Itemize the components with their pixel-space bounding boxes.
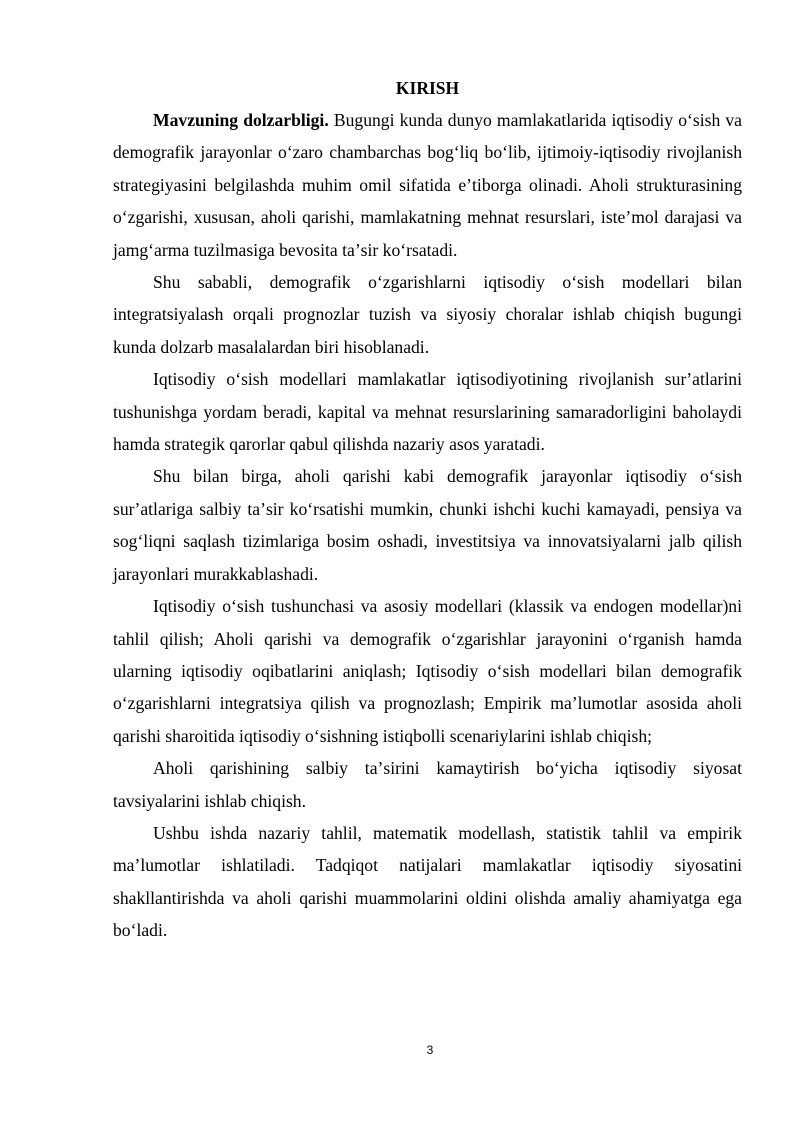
paragraph: Iqtisodiy oʻsish modellari mamlakatlar iqtisodiyotining rivojlanish surʼatlarini tushunishga yordam beradi, kapital va mehnat resurslarining samaradorligini baholaydi hamda strategik qarorlar qabul qilishda nazariy asos yaratadi. bbox=[113, 369, 742, 455]
paragraph-relevance bbox=[113, 104, 742, 266]
document-page bbox=[113, 72, 742, 947]
paragraph-objectives: Iqtisodiy oʻsish tushunchasi va asosiy modellari (klassik va endogen modellar)ni tahlil qilish; Aholi qarishi va demografik oʻzgarishlar jarayonini oʻrganish hamda ularning iqtisodiy oqibatlarini aniqlash; Iqtisodiy oʻsish modellari bilan demografik oʻzgarishlarni integratsiya qilish va prognozlash; Empirik maʼlumotlar asosida aholi qarishi sharoitida iqtisodiy oʻsishning istiqbolli scenariylarini ishlab chiqish; bbox=[113, 596, 742, 746]
paragraph-text: Bugungi kunda dunyo mamlakatlarida iqtisodiy oʻsish va demografik jarayonlar oʻzaro chambarchas bogʻliq boʻlib, ijtimoiy-iqtisodiy rivojlanish strategiyasini belgilashda muhim omil sifatida eʼtiborga olinadi. Aholi strukturasining oʻzgarishi, xususan, aholi qarishi, mamlakatning mehnat resurslari, isteʼmol darajasi va jamgʻarma tuzilmasiga bevosita taʼsir koʻrsatadi. bbox=[113, 110, 742, 260]
section-title: KIRISH bbox=[395, 78, 460, 98]
paragraph: Shu bilan birga, aholi qarishi kabi demografik jarayonlar iqtisodiy oʻsish surʼatlariga salbiy taʼsir koʻrsatishi mumkin, chunki ishchi kuchi kamayadi, pensiya va sogʻliqni saqlash tizimlariga bosim oshadi, investitsiya va innovatsiyalarni jalb qilish jarayonlari murakkablashadi. bbox=[113, 466, 742, 584]
paragraph-methods: Ushbu ishda nazariy tahlil, matematik modellash, statistik tahlil va empirik maʼlumotlar ishlatiladi. Tadqiqot natijalari mamlakatlar iqtisodiy siyosatini shakllantirishda va aholi qarishi muammolarini oldini olishda amaliy ahamiyatga ega boʻladi. bbox=[113, 822, 742, 941]
page-number: 3 bbox=[426, 1043, 434, 1057]
paragraph: Shu sababli, demografik oʻzgarishlarni iqtisodiy oʻsish modellari bilan integratsiyalash orqali prognozlar tuzish va siyosiy choralar ishlab chiqish bugungi kunda dolzarb masalalardan biri hisoblanadi. bbox=[113, 272, 742, 357]
paragraph-lead-heading: Mavzuning dolzarbligi. bbox=[153, 110, 329, 130]
paragraph: Aholi qarishining salbiy taʼsirini kamaytirish boʻyicha iqtisodiy siyosat tavsiyalarini ishlab chiqish. bbox=[113, 758, 742, 811]
